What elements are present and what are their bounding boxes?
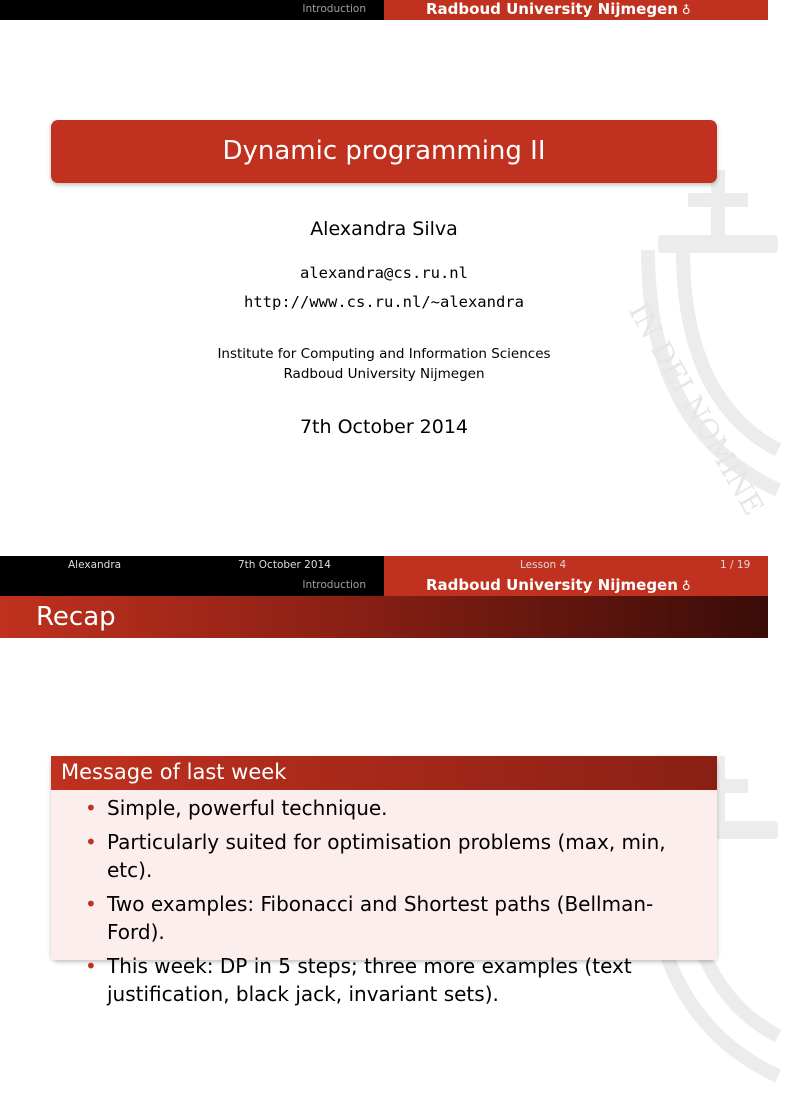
seal-icon: ♁ [681,3,691,17]
institute-line-1: Institute for Computing and Information Sciences [217,346,551,362]
footer-date: 7th October 2014 [238,559,331,571]
block-body [51,790,717,1006]
university-seal-watermark [588,130,808,521]
seal-icon: ♁ [681,579,691,593]
list-item: • Particularly suited for optimisation problems (max, min, etc). [51,828,717,884]
bullet-list [51,790,717,1008]
recap-slide [0,576,768,1024]
author-url[interactable]: http://www.cs.ru.nl/~alexandra [244,293,524,311]
institute-line-2: Radboud University Nijmegen [283,366,485,382]
block-title: Message of last week [51,756,717,790]
message-block [51,756,717,1006]
footer-page-number: 1 / 19 [720,559,751,571]
presentation-date: 7th October 2014 [299,416,469,438]
author-email[interactable]: alexandra@cs.ru.nl [300,264,468,282]
header-university: Radboud University Nijmegen ♁ [426,576,691,594]
frame-title: Recap [36,602,116,632]
title-slide [0,0,771,556]
author-name: Alexandra Silva [310,218,458,240]
slide-header [0,0,768,20]
footer-author: Alexandra [68,559,122,571]
list-item: • Simple, powerful technique. [51,794,717,822]
presentation-title: Dynamic programming II [51,120,717,183]
list-item: • This week: DP in 5 steps; three more examples (text justification, black jack, invariant sets). [51,952,717,1008]
frame-title-bar [0,596,768,638]
footer-lesson: Lesson 4 [520,559,567,571]
header-section[interactable]: Introduction [302,3,366,15]
list-item: • Two examples: Fibonacci and Shortest paths (Bellman-Ford). [51,890,717,946]
header-university: Radboud University Nijmegen ♁ [426,0,691,18]
slide-footer [0,556,768,576]
watermark-text: IN DEI NOMINE [621,297,771,521]
header-section[interactable]: Introduction [302,579,366,591]
slide-header [0,576,768,596]
